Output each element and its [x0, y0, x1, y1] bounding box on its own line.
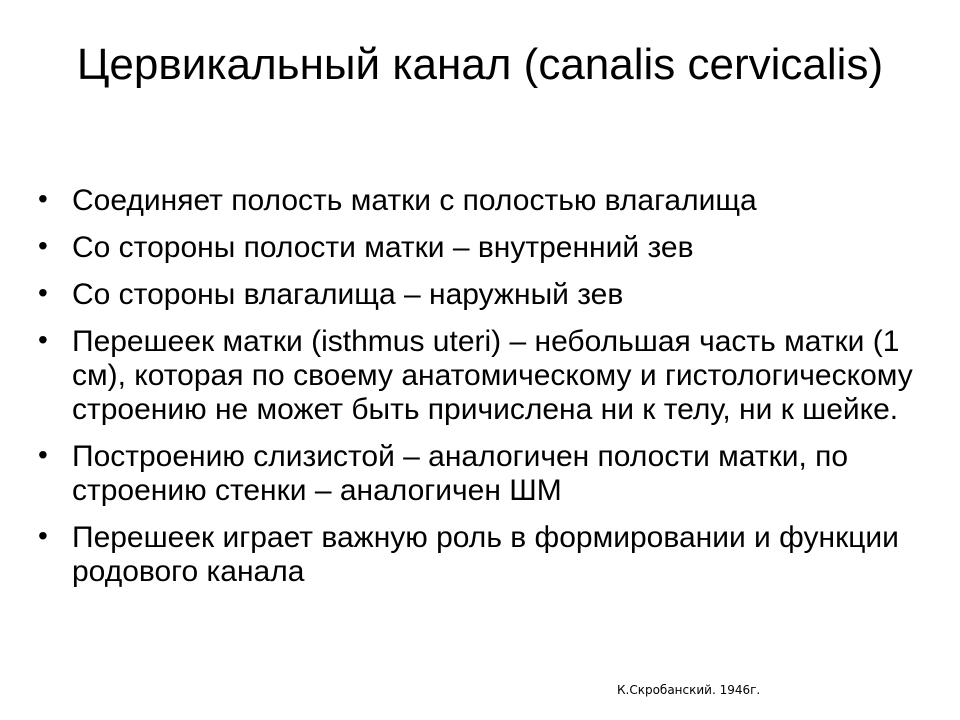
bullet-marker: •: [38, 520, 48, 551]
bullet-text: Со стороны влагалища – наружный зев: [72, 278, 624, 311]
bullet-text: Со стороны полости матки – внутренний зев: [72, 231, 694, 264]
bullet-text: Перешеек матки (isthmus uteri) – небольшая часть матки (1 см), которая по своему анатомическому и гистологическому строению не может быть причислена ни к телу, ни к шейке.: [72, 325, 913, 426]
bullet-marker: •: [38, 439, 48, 470]
bullet-marker: •: [38, 277, 48, 308]
bullet-item: [38, 440, 938, 508]
bullet-marker: •: [38, 230, 48, 261]
bullet-list: [38, 184, 938, 602]
source-footnote: К.Скробанский. 1946г.: [617, 683, 761, 697]
bullet-marker: •: [38, 183, 48, 214]
bullet-text: Перешеек играет важную роль в формировании и функции родового канала: [72, 521, 899, 588]
bullet-item: [38, 184, 938, 218]
bullet-item: [38, 325, 938, 427]
slide-title: Цервикальный канал (canalis cervicalis): [76, 40, 884, 89]
bullet-text: Соединяет полость матки с полостью влагалища: [72, 184, 757, 217]
bullet-item: [38, 521, 938, 589]
bullet-text: Построению слизистой – аналогичен полости матки, по строению стенки – аналогичен ШМ: [72, 440, 849, 507]
bullet-marker: •: [38, 324, 48, 355]
bullet-item: [38, 278, 938, 312]
bullet-item: [38, 231, 938, 265]
